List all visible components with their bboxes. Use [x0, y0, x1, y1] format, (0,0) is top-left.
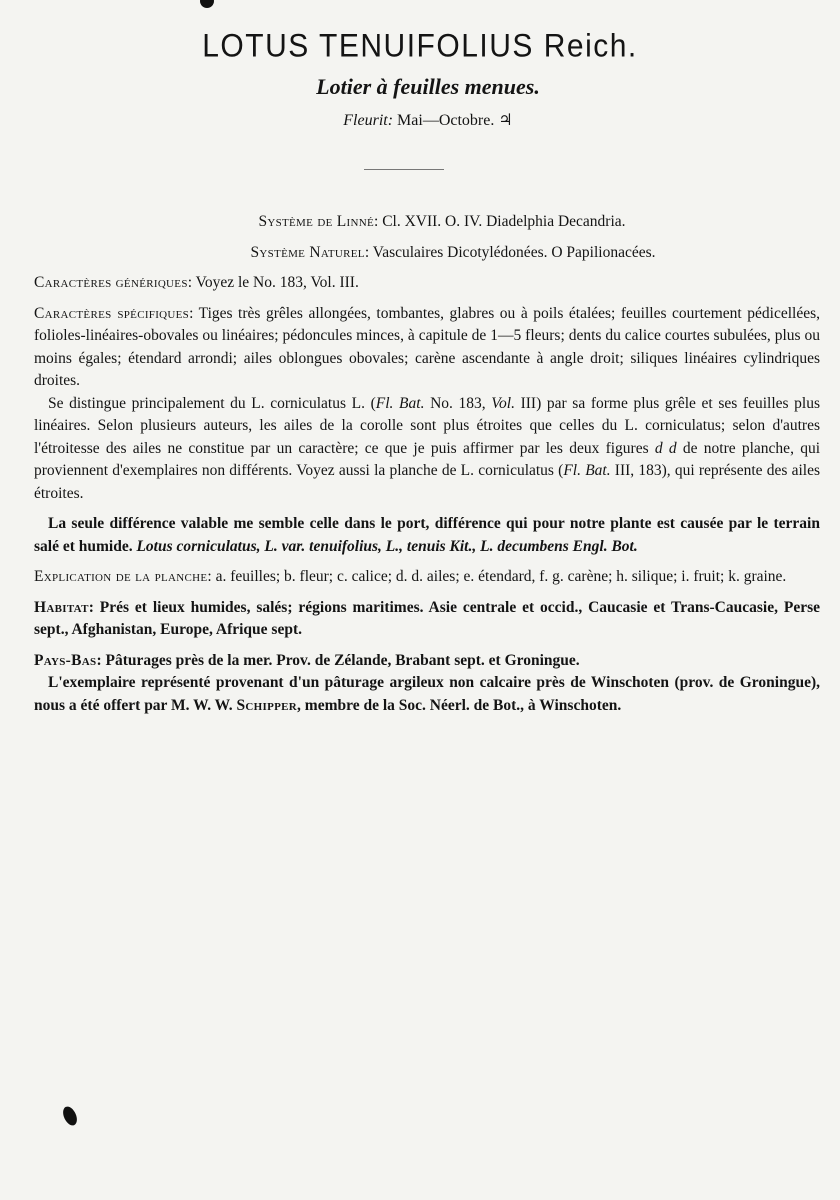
- netherlands-text: : Pâturages près de la mer. Prov. de Zélande, Brabant sept. et Groningue.: [96, 651, 580, 669]
- habitat-label: Habitat: [34, 598, 89, 616]
- donor-name: Schipper: [236, 696, 298, 714]
- distinction-ref: Vol.: [491, 394, 515, 412]
- difference-text: La seule différence valable me semble celle dans le port, différence qui pour notre plante est causée par le terrain salé et humide.: [34, 515, 820, 555]
- page-title: LOTUS TENUIFOLIUS Reich.: [202, 28, 638, 65]
- netherlands-label: Pays-Bas: [34, 651, 97, 669]
- flowering-value: Mai—Octobre. ♃: [397, 112, 513, 129]
- specific-characters: [34, 303, 820, 393]
- netherlands-distribution: [34, 650, 820, 673]
- specific-text: : Tiges très grêles allongées, tombantes, glabres ou à poils étalées; feuilles courtement pédicellées, folioles-linéaires-obovales ou linéaires; pédoncules minces, à capitule de 1—5 fleurs; dents du calice courtes subulées, plus ou moins égales; étendard arrondi; ailes oblongues obovales; carène ascendante à angle droit; siliques linéaires cylindriques droites.: [34, 304, 820, 389]
- distinction-text: No. 183,: [424, 394, 492, 412]
- specimen-note: [34, 672, 820, 717]
- flowering-period: [0, 110, 840, 130]
- page-subtitle: Lotier à feuilles menues.: [316, 74, 540, 99]
- habitat-text: : Prés et lieux humides, salés; régions maritimes. Asie centrale et occid., Caucasie et Trans-Caucasie, Perse sept., Afghanistan, Europe, Afrique sept.: [34, 598, 820, 638]
- distinction-ref: Fl. Bat.: [375, 394, 425, 412]
- generic-characters: [34, 272, 820, 295]
- explanation-label: Explication de la planche: [34, 568, 208, 585]
- habitat: [34, 597, 820, 642]
- description-body: [34, 211, 820, 717]
- natural-text: : Vasculaires Dicotylédonées. O Papilionacées.: [364, 243, 656, 261]
- difference-paragraph: [34, 513, 820, 558]
- distinction-text: III) par sa forme plus grêle et ses feuilles plus linéaires. Selon plusieurs auteurs, les ailes de la corolle sont plus étroites que celles du L. corniculatus; selon d'autres l'étroitesse des ailes ne constitue par un caractère; ce que je puis affirmer par les deux figures: [34, 394, 820, 457]
- distinction-ref: Fl. Bat.: [563, 462, 611, 479]
- plate-explanation: [34, 566, 820, 589]
- divider: [364, 169, 444, 170]
- synonyms: Lotus corniculatus, L. var. tenuifolius, L., tenuis Kit., L. decumbens Engl. Bot.: [136, 537, 638, 555]
- distinction-text: III, 183), qui représente des ailes étroites.: [34, 462, 820, 502]
- distinction-paragraph: [34, 393, 820, 506]
- generic-label: Caractères génériques: [34, 274, 188, 291]
- specific-label: Caractères spécifiques: [34, 304, 190, 322]
- specimen-text: L'exemplaire représenté provenant d'un pâturage argileux non calcaire près de Winschoten (prov. de Groningue), nous a été offert par M. W. W.: [34, 674, 820, 714]
- specimen-text: , membre de la Soc. Néerl. de Bot., à Winschoten.: [297, 696, 622, 714]
- distinction-figure-ref: d d: [654, 439, 677, 457]
- distinction-text: de notre planche, qui proviennent d'exemplaires non différents. Voyez aussi la planche de L. corniculatus (: [34, 439, 820, 479]
- generic-text: : Voyez le No. 183, Vol. III.: [187, 274, 359, 291]
- explanation-text: : a. feuilles; b. fleur; c. calice; d. d. ailes; e. étendard, f. g. carène; h. silique; i. fruit; k. graine.: [207, 568, 787, 585]
- linnaeus-label: Système de Linné: [258, 213, 375, 230]
- linnaeus-system: [34, 211, 820, 234]
- natural-label: Système Naturel: [250, 243, 365, 261]
- distinction-text: Se distingue principalement du L. corniculatus L. (: [48, 394, 376, 412]
- linnaeus-text: : Cl. XVII. O. IV. Diadelphia Decandria.: [374, 213, 626, 230]
- flowering-label: Fleurit:: [343, 112, 394, 129]
- ink-smudge: [200, 0, 214, 8]
- natural-system: [34, 242, 820, 265]
- ink-smudge: [60, 1104, 79, 1127]
